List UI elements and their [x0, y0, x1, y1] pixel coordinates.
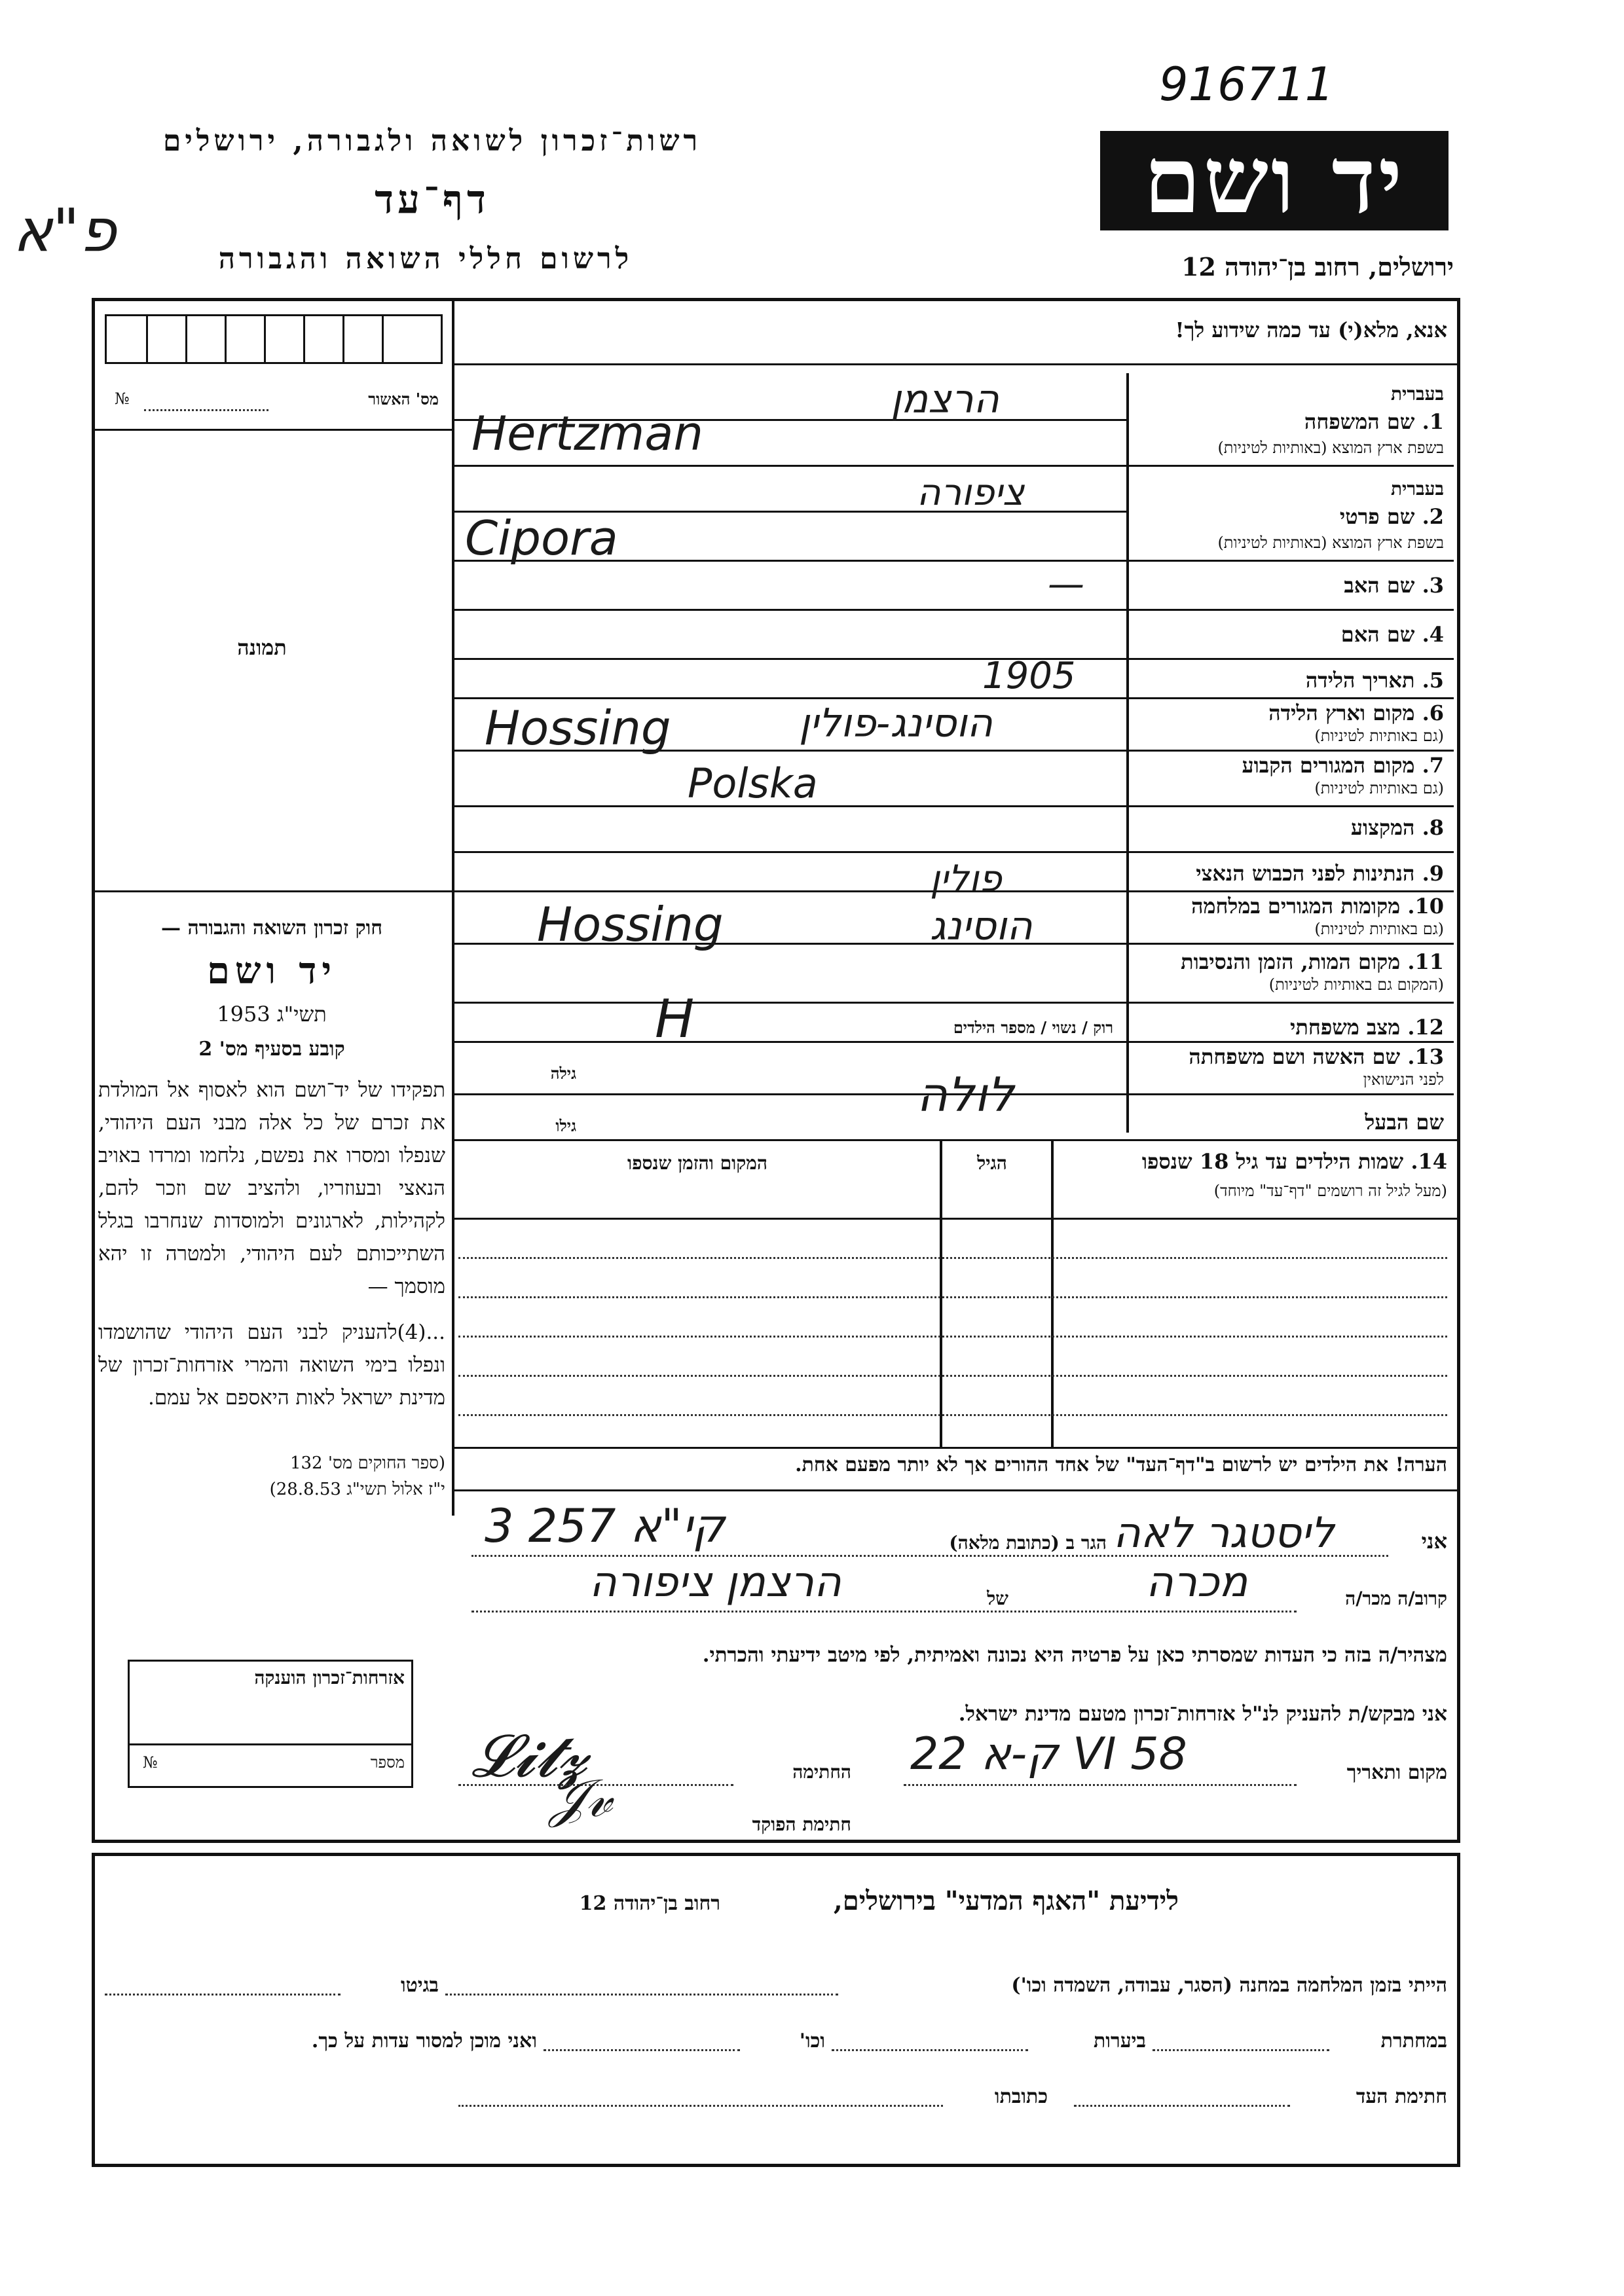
witness-signature-dots [1074, 2105, 1290, 2107]
approval-code-boxes [105, 314, 443, 364]
value-rule-3 [452, 609, 1126, 611]
husband-age-label: גילו [555, 1116, 576, 1135]
law-text-2: ...(4)להעניק לבני העם היהודי שהושמדו ונפלו בימי השואה והמרי אזרחות־זכרון של מדינת ישראל לאות היאספם אל עמם. [98, 1321, 445, 1410]
label-column-divider [1126, 373, 1129, 1133]
law-year [98, 1002, 445, 1027]
field-9-rule [1126, 890, 1454, 892]
field-6-label: 6. מקום וארץ הלידה [1268, 701, 1444, 725]
yad-vashem-logo: יד ושם [1100, 131, 1449, 230]
field-7-label: 7. מקום המגורים הקבוע [1242, 753, 1444, 778]
photo-label: תמונה [237, 635, 287, 660]
address-label: הגר ב (כתובת מלאה) [949, 1532, 1107, 1554]
field-2-label: 2. שם פרטי [1339, 504, 1444, 529]
field-13-rule [1126, 1093, 1454, 1095]
footer-etc-label: וכו' [799, 2030, 825, 2052]
law-year-he: תשי"ג [276, 1002, 327, 1027]
field-3-label: 3. שם האב [1344, 573, 1444, 598]
value-rule-12 [452, 1041, 1126, 1043]
children-label: 14. שמות הילדים עד גיל 18 שנספו [1141, 1149, 1447, 1174]
field-2-sub: בשפת ארץ המוצא (באותיות לטיניות) [1217, 534, 1444, 552]
footer-ready-text: ואני מוכן למסור עדות על כך. [311, 2030, 537, 2052]
field-4-label: 4. שם האם [1340, 622, 1444, 647]
field-1-rule [1126, 465, 1454, 467]
footer-ghetto-label: בגיטו [400, 1974, 439, 1997]
header-address: ירושלים, רחוב בן־יהודה 12 [1181, 252, 1454, 282]
nationality-value: פולין [930, 858, 1002, 900]
field-4-rule [1126, 658, 1454, 660]
value-rule-14 [452, 1139, 1457, 1141]
husband-label: שם הבעל [1365, 1110, 1444, 1135]
declaration-statement: מצהיר/ה בזה כי העדות שמסרתי כאן על פרטיה היא נכונה ואמיתית, לפי מיטב ידיעתי והכרתי. [702, 1643, 1447, 1667]
citizenship-request: אני מבקש/ת להעניק לנ"ל אזרחות־זכרון מטעם מדינת ישראל. [958, 1702, 1447, 1726]
field-11-label: 11. מקום המות, הזמן והנסיבות [1181, 949, 1444, 974]
children-sub: (מעל לגיל זה רושמים "דף־עד" מיוחד) [1213, 1182, 1447, 1200]
official-signature-label: חתימת הפוקד [752, 1813, 851, 1835]
witness-address-dots [458, 2105, 943, 2107]
declarant-label: אני [1421, 1529, 1447, 1554]
value-rule-13 [452, 1093, 1126, 1095]
place-date-value: ק-א 22 VI 58 [910, 1728, 1187, 1780]
subject-name: הרצמן ציפורה [589, 1558, 841, 1607]
children-row-1 [458, 1257, 1447, 1259]
citizenship-number-label: מספר [370, 1753, 405, 1772]
witness-signature-label: חתימת העד [1356, 2085, 1447, 2108]
law-ref-2: י"ז אלול תשי"ג 28.8.53) [269, 1480, 445, 1499]
form-subtitle: לרשום חללי השואה והגבורה [218, 242, 633, 276]
field-11-sub: (המקום גם באותיות לטיניות) [1268, 975, 1444, 994]
approval-no: № [115, 390, 130, 408]
field-10-sub: (גם באותיות לטיניות) [1314, 920, 1444, 938]
field-5-rule [1126, 697, 1454, 699]
signature-scribble: 𝓛𝓲𝓽𝔃 [471, 1722, 588, 1791]
field-10-rule [1126, 943, 1454, 945]
photo-rule [92, 890, 453, 892]
children-place-header: המקום והזמן שנספו [627, 1152, 767, 1174]
value-rule-9 [452, 890, 1126, 892]
value-rule-5 [452, 697, 1126, 699]
field-1-label: 1. שם המשפחה [1304, 409, 1444, 434]
field-2-rule [1126, 560, 1454, 562]
form-title: דף־עד [375, 177, 490, 223]
father-name-value: — [1048, 563, 1084, 606]
footer-underground-label: במחתרת [1380, 2030, 1447, 2052]
children-row-2 [458, 1296, 1447, 1298]
law-ref-1: (ספר החוקים מס' 132 [289, 1453, 445, 1473]
of-label: של [987, 1588, 1008, 1609]
declarant-line [471, 1555, 1388, 1557]
field-2-tag: בעברית [1390, 478, 1444, 500]
birth-date-value: 1905 [982, 655, 1076, 697]
footer-heading-2: רחוב בן־יהודה 12 [579, 1892, 720, 1915]
law-heading: חוק זכרון השואה והגבורה — [161, 917, 382, 939]
children-col-divider-2 [1051, 1139, 1054, 1447]
corner-mark: פ"א [13, 196, 117, 265]
field-1-sub: בשפת ארץ המוצא (באותיות לטיניות) [1217, 439, 1444, 457]
approval-rule [92, 429, 453, 431]
wartime-residence-latin: Hossing [537, 897, 724, 952]
field-11-rule [1126, 1002, 1454, 1004]
field-10-label: 10. מקומות המגורים במלחמה [1191, 894, 1444, 919]
birthplace-latin: Hossing [485, 701, 671, 756]
approval-label: מס' האשור [368, 390, 439, 409]
field-13-label: 13. שם האשה ושם משפחתה [1189, 1044, 1444, 1069]
field-3-rule [1126, 609, 1454, 611]
footer-forests-dots [832, 2049, 1028, 2051]
wife-name-value: לולה [917, 1067, 1014, 1122]
field-5-label: 5. תאריך הלידה [1305, 668, 1444, 693]
citizenship-number-no: № [143, 1753, 158, 1772]
field-12-label: 12. מצב משפחתי [1290, 1015, 1444, 1040]
children-col-divider-1 [940, 1139, 942, 1447]
children-row-3 [458, 1336, 1447, 1338]
field-12-rule [1126, 1041, 1454, 1043]
surname-hebrew: הרצמן [891, 376, 999, 422]
wife-age-label: גילה [550, 1064, 576, 1083]
declarant-name: ליסטגר לאה [1113, 1509, 1335, 1558]
residence-latin: Polska [688, 759, 818, 807]
witness-address-label: כתובתו [994, 2085, 1048, 2108]
relation-line [471, 1611, 1297, 1613]
death-place-value: H [655, 989, 695, 1049]
citizenship-box [128, 1660, 413, 1788]
signature-label: החתימה [792, 1761, 851, 1783]
footer-forests-label: ביערות [1093, 2030, 1146, 2052]
stamp-number: 916711 [1159, 58, 1335, 111]
children-row-4 [458, 1375, 1447, 1377]
place-date-label: מקום ותאריך [1346, 1761, 1447, 1784]
children-header-rule [452, 1218, 1457, 1220]
value-rule-1b [452, 465, 1126, 467]
value-rule-11 [452, 1002, 1126, 1004]
instructions: אנא, מלא(י) עד כמה שידוע לך! [1175, 318, 1447, 342]
left-column-divider [452, 298, 454, 1516]
footer-ghetto-dots [105, 1994, 341, 1995]
footer-line-1: הייתי בזמן המלחמה במחנה (הסגר, עבודה, השמדה וכו') [1011, 1974, 1447, 1997]
children-note: הערה! את הילדים יש לרשום ב"דף־העד" של אחד ההורים אך לא יותר מפעם אחת. [795, 1453, 1447, 1476]
field-8-rule [1126, 851, 1454, 853]
declarant-address: 3 קי"א 257 [485, 1499, 725, 1553]
field-1-tag: בעברית [1390, 383, 1444, 405]
law-text: תפקידו של יד־ושם הוא לאסוף אל המולדת את זכרם של כל אלה מבני העם היהודי, שנפלו ומסרו את נפשם, נלחמו ומרדו באויב הנאצי ובעוזריו, ולהציב שם וזכר להם, לקהילות, לארגונים ולמוסדות שנחרבו בגלל השתייכותם לעם היהודי, ולמטרה זו יהא מוסמך — [98, 1078, 445, 1298]
field-6-sub: (גם באותיות לטיניות) [1314, 727, 1444, 745]
relation-value: מכרה [1146, 1558, 1248, 1607]
footer-line-1-dots [445, 1994, 838, 1995]
field-13-sub: לפני הנישואין [1363, 1070, 1444, 1089]
citizenship-box-title: אזרחות־זכרון הוענקה [254, 1667, 405, 1688]
place-date-line [904, 1784, 1297, 1786]
footer-etc-dots [544, 2049, 740, 2051]
field-8-label: 8. המקצוע [1350, 815, 1444, 840]
field-7-rule [1126, 805, 1454, 807]
approval-dots [144, 409, 268, 411]
law-name: יד ושם [206, 949, 337, 993]
law-clause: קובע בסעיף מס' 2 [198, 1038, 345, 1061]
children-bottom-rule [452, 1447, 1457, 1449]
field-6-rule [1126, 750, 1454, 752]
footer-heading: לידיעת "האגף המדעי" בירושלים, [833, 1886, 1179, 1916]
children-age-header: הגיל [977, 1152, 1007, 1174]
official-signature-scribble: 𝒥𝓋 [550, 1768, 612, 1829]
note-rule [452, 1489, 1457, 1491]
field-9-label: 9. הנתינות לפני הכבוש הנאצי [1196, 861, 1444, 886]
authority-name: רשות־זכרון לשואה ולגבורה, ירושלים [162, 124, 702, 158]
field-7-sub: (גם באותיות לטיניות) [1314, 779, 1444, 797]
firstname-latin: Cipora [465, 511, 618, 566]
surname-latin: Hertzman [471, 406, 703, 461]
instructions-rule [452, 363, 1457, 365]
firstname-hebrew: ציפורה [917, 471, 1025, 514]
footer-underground-dots [1153, 2049, 1329, 2051]
children-row-5 [458, 1414, 1447, 1416]
value-rule-8 [452, 851, 1126, 853]
birthplace-hebrew: הוסינג-פולין [799, 701, 993, 746]
law-year-greg: 1953 [217, 1002, 270, 1027]
field-12-options: רוק / נשוי / מספר הילדים [953, 1018, 1113, 1037]
relation-label: קרוב/ה מכר/ה [1345, 1588, 1447, 1609]
wartime-residence-hebrew: הוסינג [930, 903, 1033, 949]
